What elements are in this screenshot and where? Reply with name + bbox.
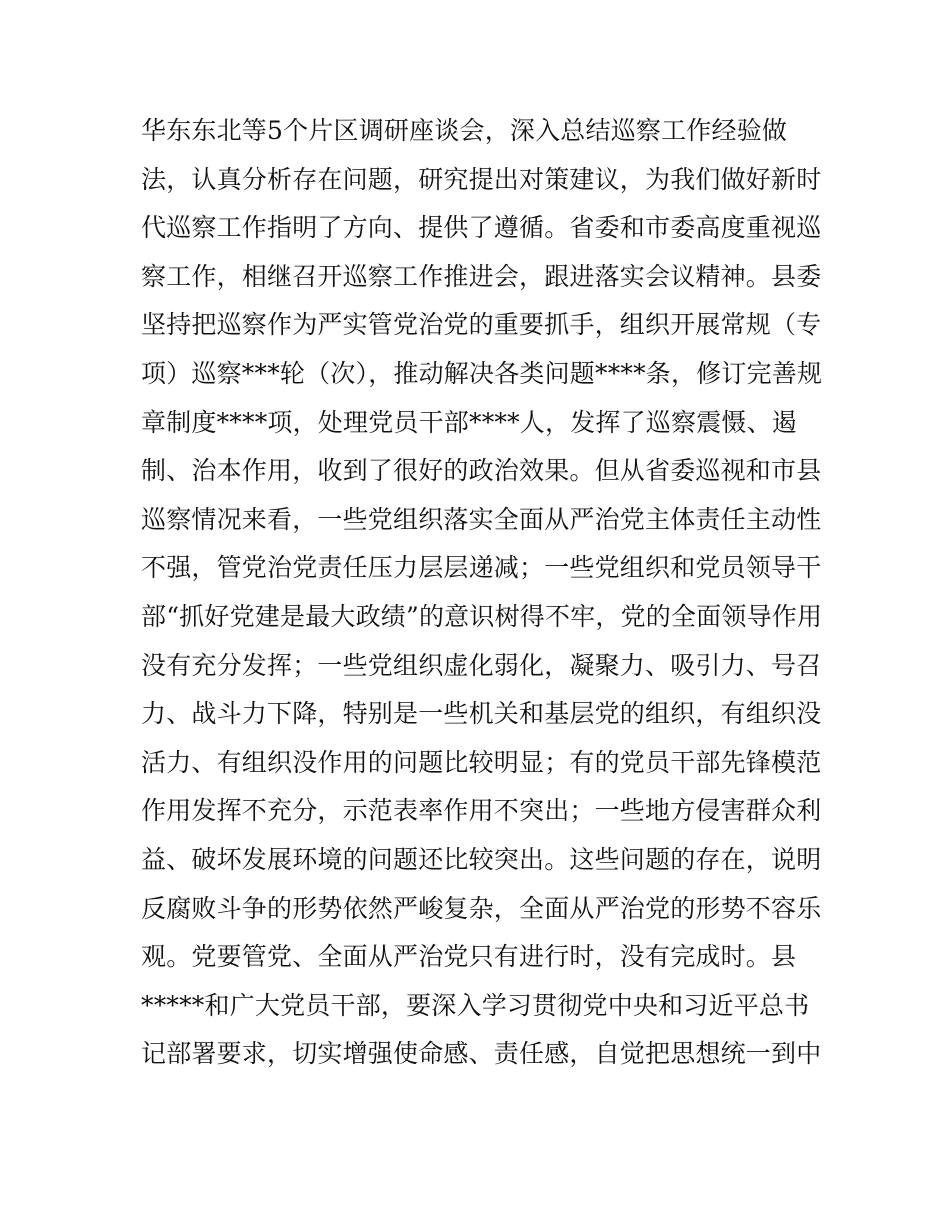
text-line: 不强，管党治党责任压力层层递减；一些党组织和党员领导干 <box>141 553 822 583</box>
text-line: 力、战斗力下降，特别是一些机关和基层党的组织，有组织没 <box>141 699 822 729</box>
text-line: 益、破坏发展环境的问题还比较突出。这些问题的存在，说明 <box>141 844 822 874</box>
body-text <box>141 107 821 1079</box>
text-line: 记部署要求，切实增强使命感、责任感，自觉把思想统一到中 <box>141 1039 822 1069</box>
text-line: 章制度****项，处理党员干部****人，发挥了巡察震慑、遏 <box>141 407 798 437</box>
text-line: *****和广大党员干部，要深入学习贯彻党中央和习近平总书 <box>141 990 810 1020</box>
text-line: 察工作，相继召开巡察工作推进会，跟进落实会议精神。县委 <box>141 261 822 291</box>
text-line: 法，认真分析存在问题，研究提出对策建议，为我们做好新时 <box>141 164 822 194</box>
text-line: 反腐败斗争的形势依然严峻复杂，全面从严治党的形势不容乐 <box>141 893 822 923</box>
text-line: 代巡察工作指明了方向、提供了遵循。省委和市委高度重视巡 <box>141 213 822 243</box>
text-line: 没有充分发挥；一些党组织虚化弱化，凝聚力、吸引力、号召 <box>141 650 822 680</box>
text-line: 活力、有组织没作用的问题比较明显；有的党员干部先锋模范 <box>141 747 822 777</box>
text-line: 观。党要管党、全面从严治党只有进行时，没有完成时。县 <box>141 942 797 972</box>
text-line: 部“抓好党建是最大政绩”的意识树得不牢，党的全面领导作用 <box>141 601 823 631</box>
text-line: 坚持把巡察作为严实管党治党的重要抓手，组织开展常规（专 <box>141 310 822 340</box>
text-line: 巡察情况来看，一些党组织落实全面从严治党主体责任主动性 <box>141 504 822 534</box>
text-line: 华东东北等5个片区调研座谈会，深入总结巡察工作经验做 <box>141 116 788 145</box>
text-line: 项）巡察***轮（次），推动解决各类问题****条，修订完善规 <box>141 358 823 388</box>
text-line: 制、治本作用，收到了很好的政治效果。但从省委巡视和市县 <box>141 456 822 486</box>
text-line: 作用发挥不充分，示范表率作用不突出；一些地方侵害群众利 <box>141 796 822 826</box>
